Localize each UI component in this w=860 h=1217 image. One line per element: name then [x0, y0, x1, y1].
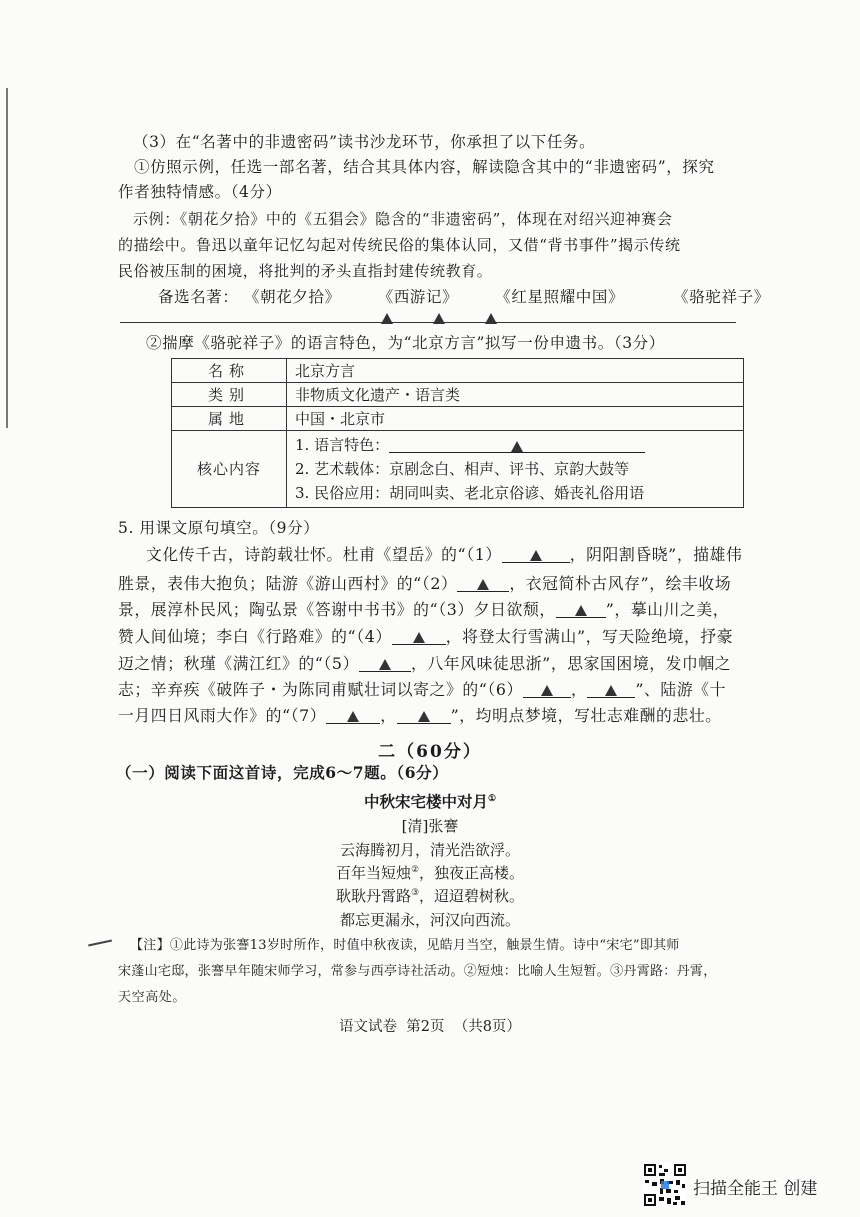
- table-row: [172, 431, 744, 508]
- example-line2: 的描绘中。鲁迅以童年记忆勾起对传统民俗的集体认同，又借“背书事件”揭示传统: [118, 236, 681, 254]
- answer-placeholder: [381, 308, 497, 327]
- table-row: [172, 383, 744, 407]
- answer-blank[interactable]: [556, 603, 606, 618]
- q5-line: 志；辛弃疾《破阵子・为陈同甫赋壮词以寄之》的“（6） ， ”、陆游《十: [118, 680, 727, 699]
- answer-blank[interactable]: [457, 577, 509, 592]
- core-item: 3. 民俗应用：胡同叫卖、老北京俗谚、婚丧礼俗用语: [295, 484, 645, 502]
- q5-line: 胜景，表伟大抱负；陆游《游山西村》的“（2） ，衣冠简朴古风存”，绘丰收场: [118, 574, 732, 593]
- poem-line: 百年当短烛②，独夜正高楼。: [335, 864, 525, 882]
- book-item: 《朝花夕拾》: [244, 288, 341, 306]
- task2: ②揣摩《骆驼祥子》的语言特色，为“北京方言”拟写一份申遗书。（3分）: [146, 334, 665, 352]
- book-item: 《西游记》: [377, 288, 459, 306]
- core-item: 2. 艺术载体：京剧念白、相声、评书、京韵大鼓等: [295, 460, 630, 478]
- triangle-icon: [477, 579, 489, 590]
- q5-line: 文化传千古，诗韵载壮怀。杜甫《望岳》的“（1） ，阴阳割昏晓”，描雄伟: [146, 545, 743, 564]
- book-item: 《红星照耀中国》: [495, 288, 625, 306]
- note-line: 宋蓬山宅邸，张謇早年随宋师学习，常参与西亭诗社活动。②短烛：比喻人生短暂。③丹霄路：丹霄，: [118, 964, 717, 979]
- poem-line: 云海腾初月，清光浩欲浮。: [339, 841, 520, 859]
- triangle-icon: [541, 685, 553, 696]
- books-line: [158, 287, 770, 307]
- triangle-icon: [530, 550, 542, 561]
- answer-blank[interactable]: [397, 709, 451, 724]
- answer-blank[interactable]: [326, 709, 380, 724]
- section-sub: （一）阅读下面这首诗，完成6～7题。（6分）: [116, 763, 449, 782]
- answer-blank[interactable]: [523, 683, 571, 698]
- book-item: 《骆驼祥子》: [673, 288, 770, 306]
- answer-blank[interactable]: [359, 657, 411, 672]
- answer-blank[interactable]: [502, 548, 570, 563]
- triangle-icon: [379, 659, 391, 670]
- q5-title: 5. 用课文原句填空。（9分）: [118, 519, 320, 537]
- task1-line2: 作者独特情感。（4分）: [118, 183, 282, 201]
- poem-title: 中秋宋宅楼中对月①: [363, 792, 497, 811]
- note-line: 天空高处。: [118, 990, 187, 1005]
- note-line: 【注】①此诗为张謇13岁时所作，时值中秋夜读，见皓月当空，触景生情。诗中“宋宅”即其师: [130, 938, 680, 953]
- section-heading: 二（60分）: [378, 742, 482, 762]
- q3-intro: （3）在“名著中的非遗密码”读书沙龙环节，你承担了以下任务。: [133, 133, 596, 151]
- triangle-icon: [418, 711, 430, 722]
- answer-blank[interactable]: [392, 630, 446, 645]
- books-label: 备选名著：: [158, 288, 239, 306]
- triangle-icon: [605, 685, 617, 696]
- poem-line: 耿耿丹霄路③，迢迢碧树秋。: [335, 887, 525, 905]
- table-key: 核心内容: [172, 431, 287, 508]
- answer-blank[interactable]: [587, 683, 635, 698]
- answer-line: [120, 322, 736, 323]
- table-key: 名称: [172, 359, 287, 383]
- margin-mark: [88, 940, 112, 946]
- answer-blank[interactable]: [389, 438, 645, 453]
- qr-code-icon: [643, 1163, 687, 1207]
- q5-line: 景，展淳朴民风；陶弘景《答谢中书书》的“（3）夕日欲颓， ”，摹山川之美，: [118, 600, 730, 619]
- q5-line: 赞人间仙境；李白《行路难》的“（4） ，将登太行雪满山”，写天险绝境，抒豪: [118, 627, 734, 646]
- heritage-table: [171, 358, 744, 508]
- table-row: [172, 407, 744, 431]
- scanner-watermark: 扫描全能王 创建: [693, 1179, 818, 1199]
- task1-line1: ①仿照示例，任选一部名著，结合其具体内容，解读隐含其中的“非遗密码”，探究: [134, 158, 715, 176]
- table-key: 属地: [172, 407, 287, 431]
- table-row: [172, 359, 744, 383]
- triangle-icon: [575, 605, 587, 616]
- table-key: 类别: [172, 383, 287, 407]
- triangle-icon: [413, 632, 425, 643]
- poem-author: [清]张謇: [401, 817, 459, 835]
- core-item: 1. 语言特色：: [295, 433, 735, 457]
- page-footer: 语文试卷 第2页 （共8页）: [339, 1019, 521, 1035]
- example-line3: 民俗被压制的困境，将批判的矛头直指封建传统教育。: [118, 262, 493, 280]
- core-content: [287, 431, 744, 508]
- triangle-icon: [511, 441, 523, 452]
- q5-line: 迈之情；秋瑾《满江红》的“（5） ，八年风味徒思浙”，思家国困境，发巾帼之: [118, 654, 732, 673]
- table-value: 北京方言: [287, 359, 744, 383]
- poem-line: 都忘更漏永，河汉向西流。: [339, 911, 520, 929]
- table-value: 非物质文化遗产・语言类: [287, 383, 744, 407]
- example-line1: 示例：《朝花夕拾》中的《五猖会》隐含的“非遗密码”，体现在对绍兴迎神赛会: [133, 210, 673, 228]
- table-value: 中国・北京市: [287, 407, 744, 431]
- q5-line: 一月四日风雨大作》的“（7） ， ”，均明点梦境，写壮志难酬的悲壮。: [118, 706, 722, 725]
- triangle-icon: [347, 711, 359, 722]
